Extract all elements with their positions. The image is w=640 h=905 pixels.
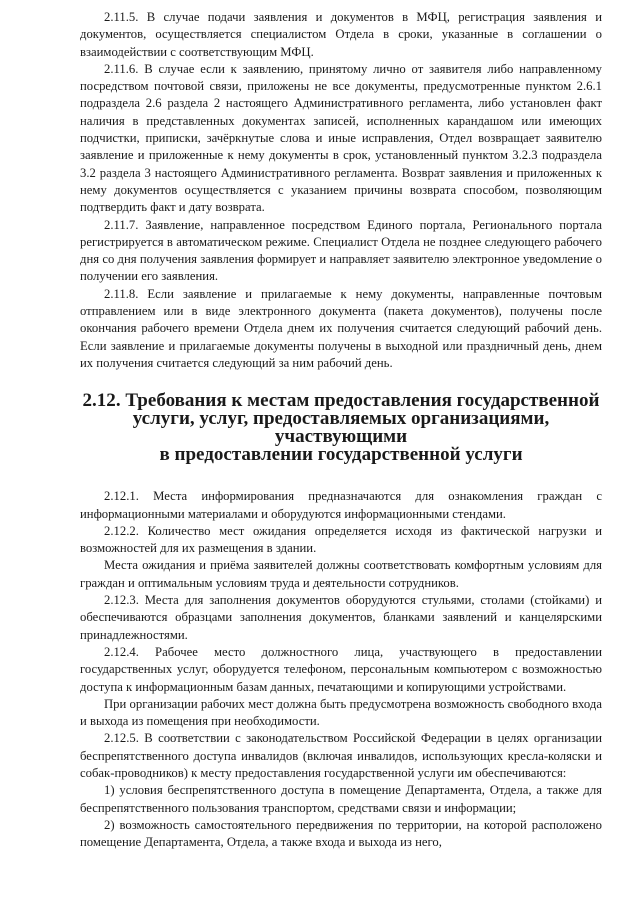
list-item-2: 2) возможность самостоятельного передвижения по территории, на которой расположено помещение Департамента, Отдела, а также входа и выхода из него, <box>80 817 602 850</box>
paragraph-2-12-1: 2.12.1. Места информирования предназначаются для ознакомления граждан с информационными материалами и оборудуются информационными стендами. <box>80 489 602 521</box>
spacer <box>80 464 602 488</box>
paragraph-waiting-places: Места ожидания и приёма заявителей должны соответствовать комфортным условиям для граждан и оптимальным условиям труда и деятельности сотрудников. <box>80 558 602 590</box>
heading-line-2: услуги, услуг, предоставляемых организациями, участвующими <box>132 408 550 448</box>
paragraph-2-11-5: 2.11.5. В случае подачи заявления и документов в МФЦ, регистрация заявления и документов, осуществляется специалистом Отдела в сроки, указанные в соглашении о взаимодействии с соответствующим МФЦ. <box>80 10 602 59</box>
paragraph-2-12-3: 2.12.3. Места для заполнения документов оборудуются стульями, столами (стойками) и обеспечиваются образцами заполнения документов, бланками заявлений и канцелярскими принадлежностями. <box>80 593 602 642</box>
paragraph-2-11-7: 2.11.7. Заявление, направленное посредством Единого портала, Регионального портала регистрируется в автоматическом режиме. Специалист Отдела не позднее следующего рабочего дня со дня получения заявления формирует и направляет заявителю электронное уведомление о получении его заявления. <box>80 217 602 284</box>
list-item-1: 1) условия беспрепятственного доступа в помещение Департамента, Отдела, а также для беспрепятственного пользования транспортом, средствами связи и информации; <box>80 783 602 815</box>
paragraph-2-11-6: 2.11.6. В случае если к заявлению, принятому лично от заявителя либо направленному посредством почтовой связи, приложены не все документы, предусмотренные пунктом 2.6.1 подраздела 2.6 раздела 2 настоящего Административного регламента, либо установлен факт наличия в представленных документах записей, исполненных карандашом или имеющих подчистки, приписки, зачёркнутые слова и иные исправления, Отдел возвращает заявителю заявление и приложенные к нему документы в срок, установленный пунктом 3.2.3 подраздела 3.2 раздела 3 настоящего Административного регламента. Возврат заявления и приложенных к нему документов осуществляется с указанием причины возврата способом, позволяющим подтвердить факт и дату возврата. <box>80 61 602 215</box>
paragraph-workplace-organization: При организации рабочих мест должна быть предусмотрена возможность свободного входа и выхода из помещения при необходимости. <box>80 696 602 729</box>
spacer <box>80 372 602 392</box>
heading-line-3: в предоставлении государственной услуги <box>159 444 523 466</box>
paragraph-2-12-2: 2.12.2. Количество мест ожидания определяется исходя из фактической нагрузки и возможностей для их размещения в здании. <box>80 523 602 556</box>
paragraph-2-12-5: 2.12.5. В соответствии с законодательством Российской Федерации в целях организации беспрепятственного доступа инвалидов (включая инвалидов, использующих кресла-коляски и собак-проводников) к месту предоставления государственной услуги им обеспечиваются: <box>80 731 602 780</box>
paragraph-2-11-8: 2.11.8. Если заявление и прилагаемые к нему документы, направленные почтовым отправлением или в виде электронного документа (пакета документов), получены после окончания рабочего времени Отдела днем их получения считается следующий рабочий день. Если заявление и прилагаемые документы получены в выходной или праздничный день, днем их получения считается следующий за ним рабочий день. <box>80 286 602 370</box>
paragraph-2-12-4: 2.12.4. Рабочее место должностного лица, участвующего в предоставлении государственных услуг, оборудуется телефоном, персональным компьютером с возможностью доступа к информационным базам данных, печатающими и копирующими устройствами. <box>80 644 602 694</box>
section-heading-2-12 <box>80 392 602 464</box>
document-page <box>80 9 602 851</box>
heading-line-1: 2.12. Требования к местам предоставления государственной <box>82 390 600 412</box>
